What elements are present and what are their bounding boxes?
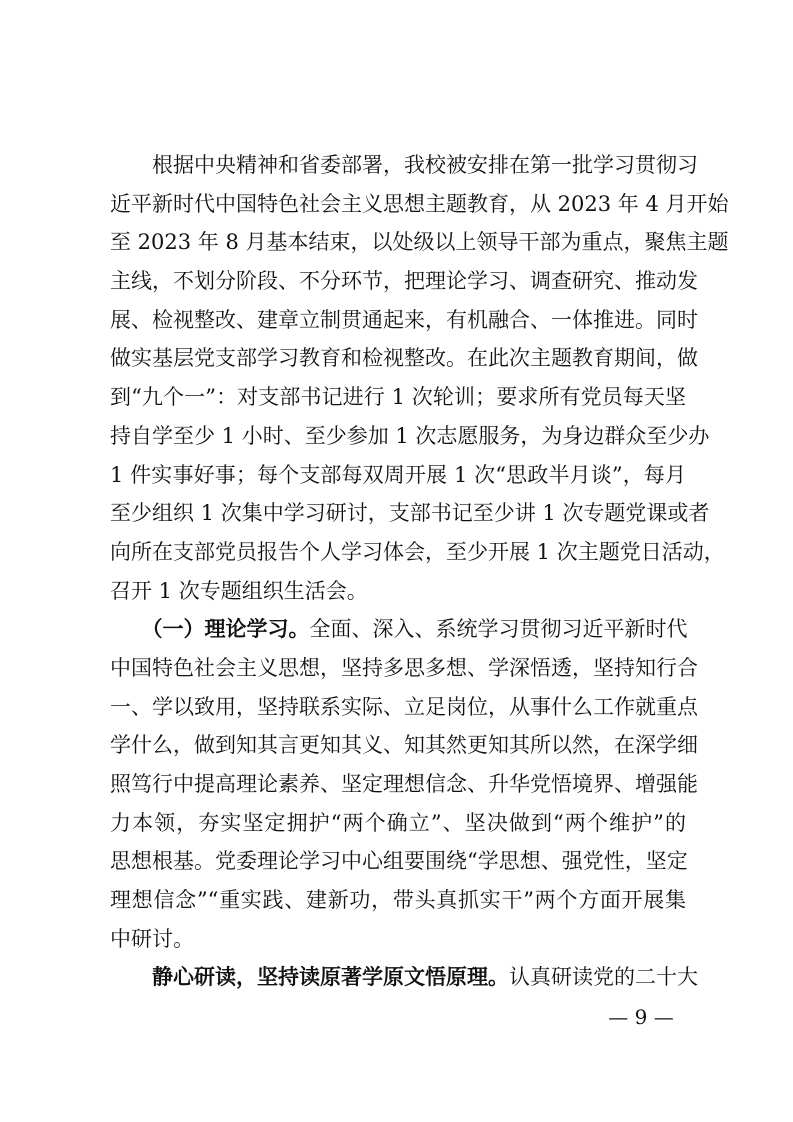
paragraph-3-line-1	[110, 958, 698, 997]
paragraph-2-line-9: 中研讨。	[110, 926, 194, 951]
section-heading-theory-study: （一）理论学习。	[110, 616, 310, 642]
paragraph-3-line-1-text: 认真研读党的二十大	[509, 965, 698, 990]
subsection-heading-study: 静心研读，坚持读原著学原文悟原理。	[110, 964, 509, 990]
paragraph-1-line-2: 近平新时代中国特色社会主义思想主题教育，从 2023 年 4 月开始	[110, 191, 729, 216]
paragraph-2-line-1	[110, 610, 686, 649]
paragraph-1-line-8: 持自学至少 1 小时、至少参加 1 次志愿服务，为身边群众至少办	[110, 423, 710, 448]
paragraph-1-line-4: 主线，不划分阶段、不分环节，把理论学习、调查研究、推动发	[110, 269, 698, 294]
paragraph-2-line-1-text: 全面、深入、系统学习贯彻习近平新时代	[309, 617, 688, 642]
paragraph-1-line-7: 到“九个一”：对支部书记进行 1 次轮训；要求所有党员每天坚	[110, 385, 686, 410]
paragraph-2-line-2: 中国特色社会主义思想，坚持多思多想、学深悟透，坚持知行合	[110, 655, 698, 680]
paragraph-1-line-10: 至少组织 1 次集中学习研讨，支部书记至少讲 1 次专题党课或者	[110, 501, 710, 526]
paragraph-2-line-3: 一、学以致用，坚持联系实际、立足岗位，从事什么工作就重点	[110, 694, 698, 719]
paragraph-1-line-9: 1 件实事好事；每个支部每双周开展 1 次“思政半月谈”，每月	[110, 462, 686, 487]
paragraph-1-line-1: 根据中央精神和省委部署，我校被安排在第一批学习贯彻习	[110, 153, 698, 177]
paragraph-1-line-5: 展、检视整改、建章立制贯通起来，有机融合、一体推进。同时	[110, 307, 698, 332]
paragraph-1-line-11: 向所在支部党员报告个人学习体会，至少开展 1 次主题党日活动，	[110, 539, 725, 564]
paragraph-1-line-12: 召开 1 次专题组织生活会。	[110, 578, 368, 603]
paragraph-2-line-6: 力本领，夯实坚定拥护“两个确立”、坚决做到“两个维护”的	[110, 810, 686, 835]
page-number: — 9 —	[608, 1005, 674, 1029]
body-text	[110, 146, 729, 997]
paragraph-2-line-7: 思想根基。党委理论学习中心组要围绕“学思想、强党性，坚定	[110, 849, 688, 874]
paragraph-2-line-5: 照笃行中提高理论素养、坚定理想信念、升华党悟境界、增强能	[110, 772, 698, 796]
paragraph-2-line-8: 理想信念”“重实践、建新功，带头真抓实干”两个方面开展集	[110, 888, 686, 913]
paragraph-1-line-6: 做实基层党支部学习教育和检视整改。在此次主题教育期间，做	[110, 346, 698, 371]
paragraph-1-line-3: 至 2023 年 8 月基本结束，以处级以上领导干部为重点，聚焦主题	[110, 230, 729, 255]
paragraph-2-line-4: 学什么，做到知其言更知其义、知其然更知其所以然，在深学细	[110, 733, 698, 758]
